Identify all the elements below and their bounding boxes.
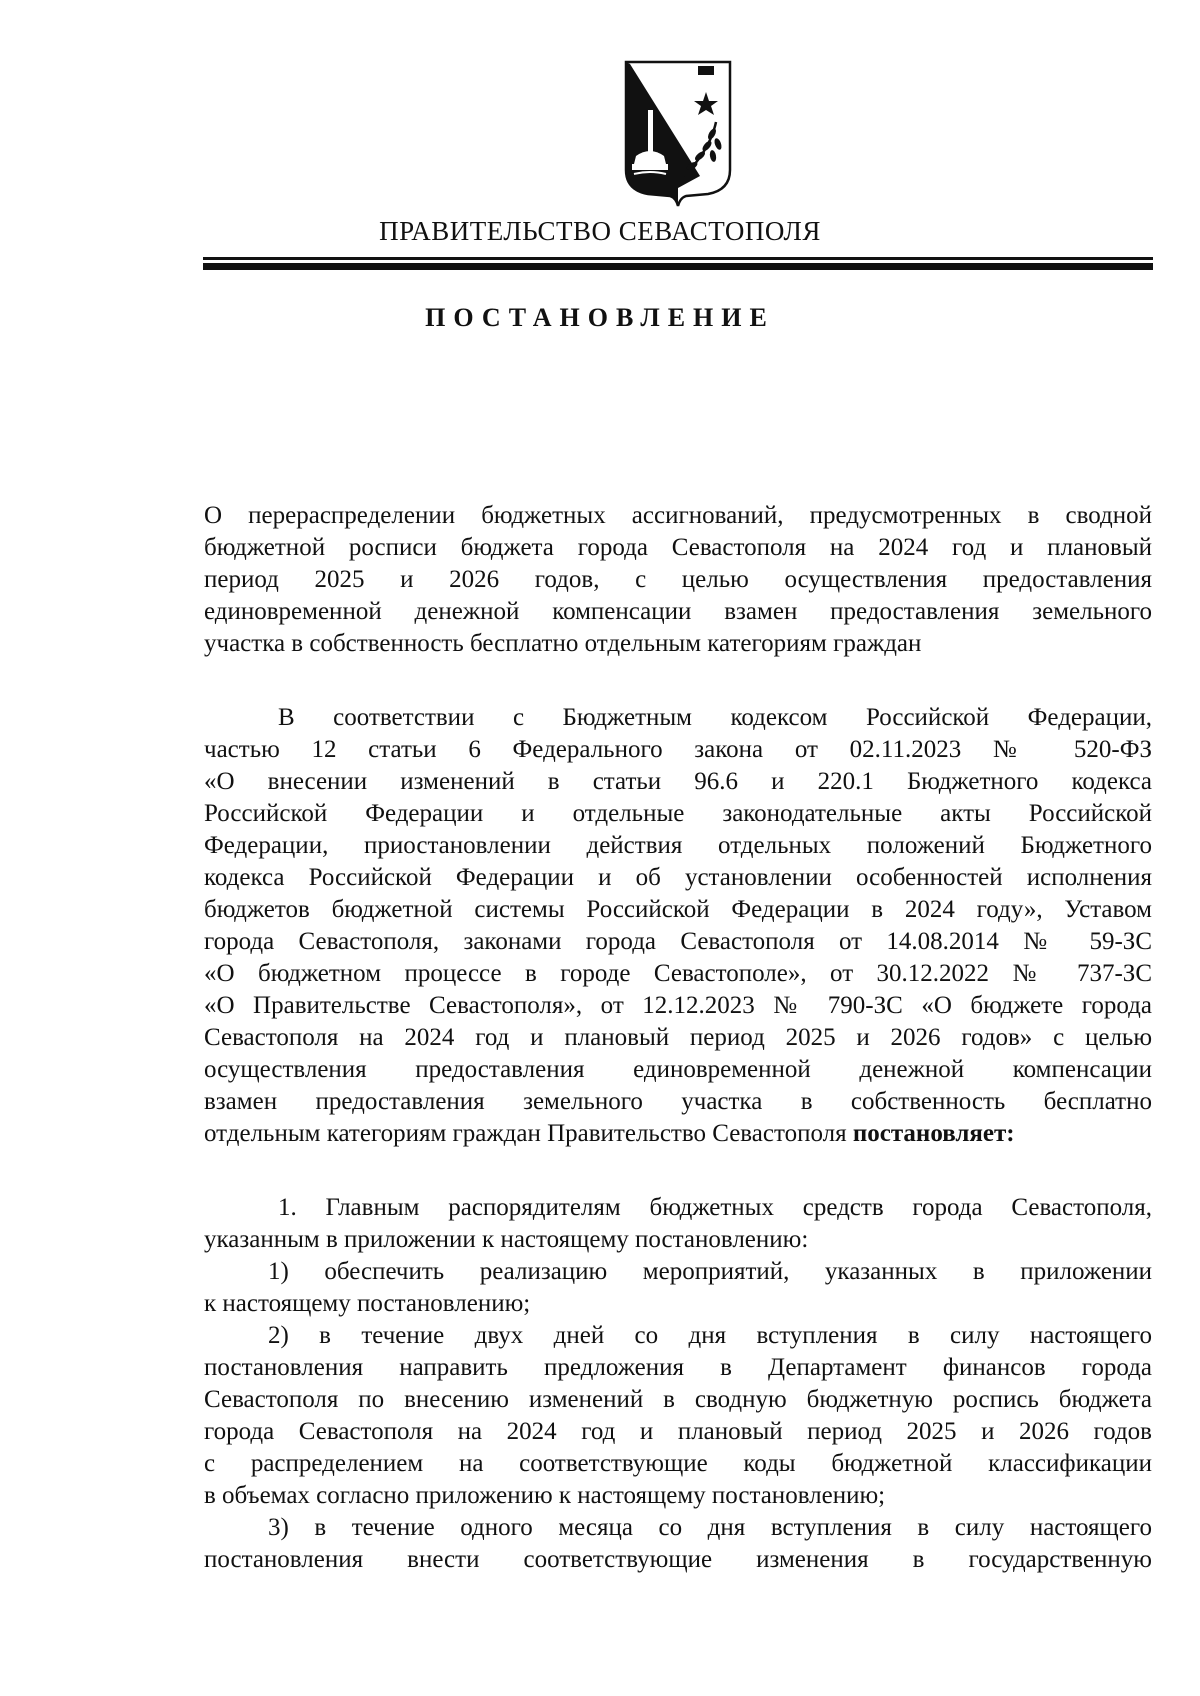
- preamble-line: Севастополя на 2024 год и плановый период 2025 и 2026 годов» с целью: [204, 1024, 1152, 1051]
- subitem-line: к настоящему постановлению;: [204, 1290, 531, 1317]
- preamble-line: В соответствии с Бюджетным кодексом Российской Федерации,: [278, 704, 1152, 731]
- title-line: О перераспределении бюджетных ассигнований, предусмотренных в сводной: [204, 502, 1152, 529]
- preamble-line: осуществления предоставления единовременной денежной компенсации: [204, 1056, 1152, 1083]
- subitem-line: Севастополя по внесению изменений в сводную бюджетную роспись бюджета: [204, 1386, 1152, 1413]
- preamble-line: кодекса Российской Федерации и об установлении особенностей исполнения: [204, 864, 1152, 891]
- subitem-line: города Севастополя на 2024 год и плановый период 2025 и 2026 годов: [204, 1418, 1152, 1445]
- item-line: 1. Главным распорядителям бюджетных средств города Севастополя,: [278, 1194, 1152, 1221]
- subitem-line: 2) в течение двух дней со дня вступления в силу настоящего: [268, 1322, 1152, 1349]
- preamble-line: «О Правительстве Севастополя», от 12.12.2023 № 790-ЗС «О бюджете города: [204, 992, 1152, 1019]
- title-line: период 2025 и 2026 годов, с целью осуществления предоставления: [204, 566, 1152, 593]
- coat-of-arms-icon: [618, 58, 736, 208]
- resolves-keyword: постановляет:: [852, 1120, 1015, 1147]
- subitem-line: постановления внести соответствующие изменения в государственную: [204, 1546, 1152, 1573]
- subitem-line: с распределением на соответствующие коды бюджетной классификации: [204, 1450, 1152, 1477]
- preamble-line: частью 12 статьи 6 Федерального закона от 02.11.2023 № 520-ФЗ: [204, 736, 1152, 763]
- item-line: указанным в приложении к настоящему постановлению:: [204, 1226, 809, 1253]
- subitem-line: 3) в течение одного месяца со дня вступления в силу настоящего: [268, 1514, 1152, 1541]
- preamble-line: Федерации, приостановлении действия отдельных положений Бюджетного: [204, 832, 1152, 859]
- document-type: ПОСТАНОВЛЕНИЕ: [425, 303, 775, 332]
- preamble-line: взамен предоставления земельного участка в собственность бесплатно: [204, 1088, 1152, 1115]
- title-line: бюджетной росписи бюджета города Севастополя на 2024 год и плановый: [204, 534, 1152, 561]
- subitem-line: 1) обеспечить реализацию мероприятий, указанных в приложении: [268, 1258, 1152, 1285]
- preamble-line: «О внесении изменений в статьи 96.6 и 220.1 Бюджетного кодекса: [204, 768, 1152, 795]
- preamble-line: города Севастополя, законами города Севастополя от 14.08.2014 № 59-ЗС: [204, 928, 1152, 955]
- title-line: единовременной денежной компенсации взамен предоставления земельного: [204, 598, 1152, 625]
- subitem-line: в объемах согласно приложению к настоящему постановлению;: [204, 1482, 886, 1509]
- preamble-last-line: [204, 1118, 1152, 1150]
- government-name: ПРАВИТЕЛЬСТВО СЕВАСТОПОЛЯ: [379, 216, 821, 246]
- header-rule-thin: [203, 257, 1153, 260]
- preamble-line: Российской Федерации и отдельные законодательные акты Российской: [204, 800, 1152, 827]
- preamble-line: «О бюджетном процессе в городе Севастополе», от 30.12.2022 № 737-ЗС: [204, 960, 1152, 987]
- preamble-line: отдельным категориям граждан Правительство Севастополя: [204, 1120, 853, 1147]
- subitem-line: постановления направить предложения в Департамент финансов города: [204, 1354, 1152, 1381]
- header-rule-thick: [203, 263, 1153, 270]
- preamble-line: бюджетов бюджетной системы Российской Федерации в 2024 году», Уставом: [204, 896, 1152, 923]
- title-line: участка в собственность бесплатно отдельным категориям граждан: [204, 630, 922, 657]
